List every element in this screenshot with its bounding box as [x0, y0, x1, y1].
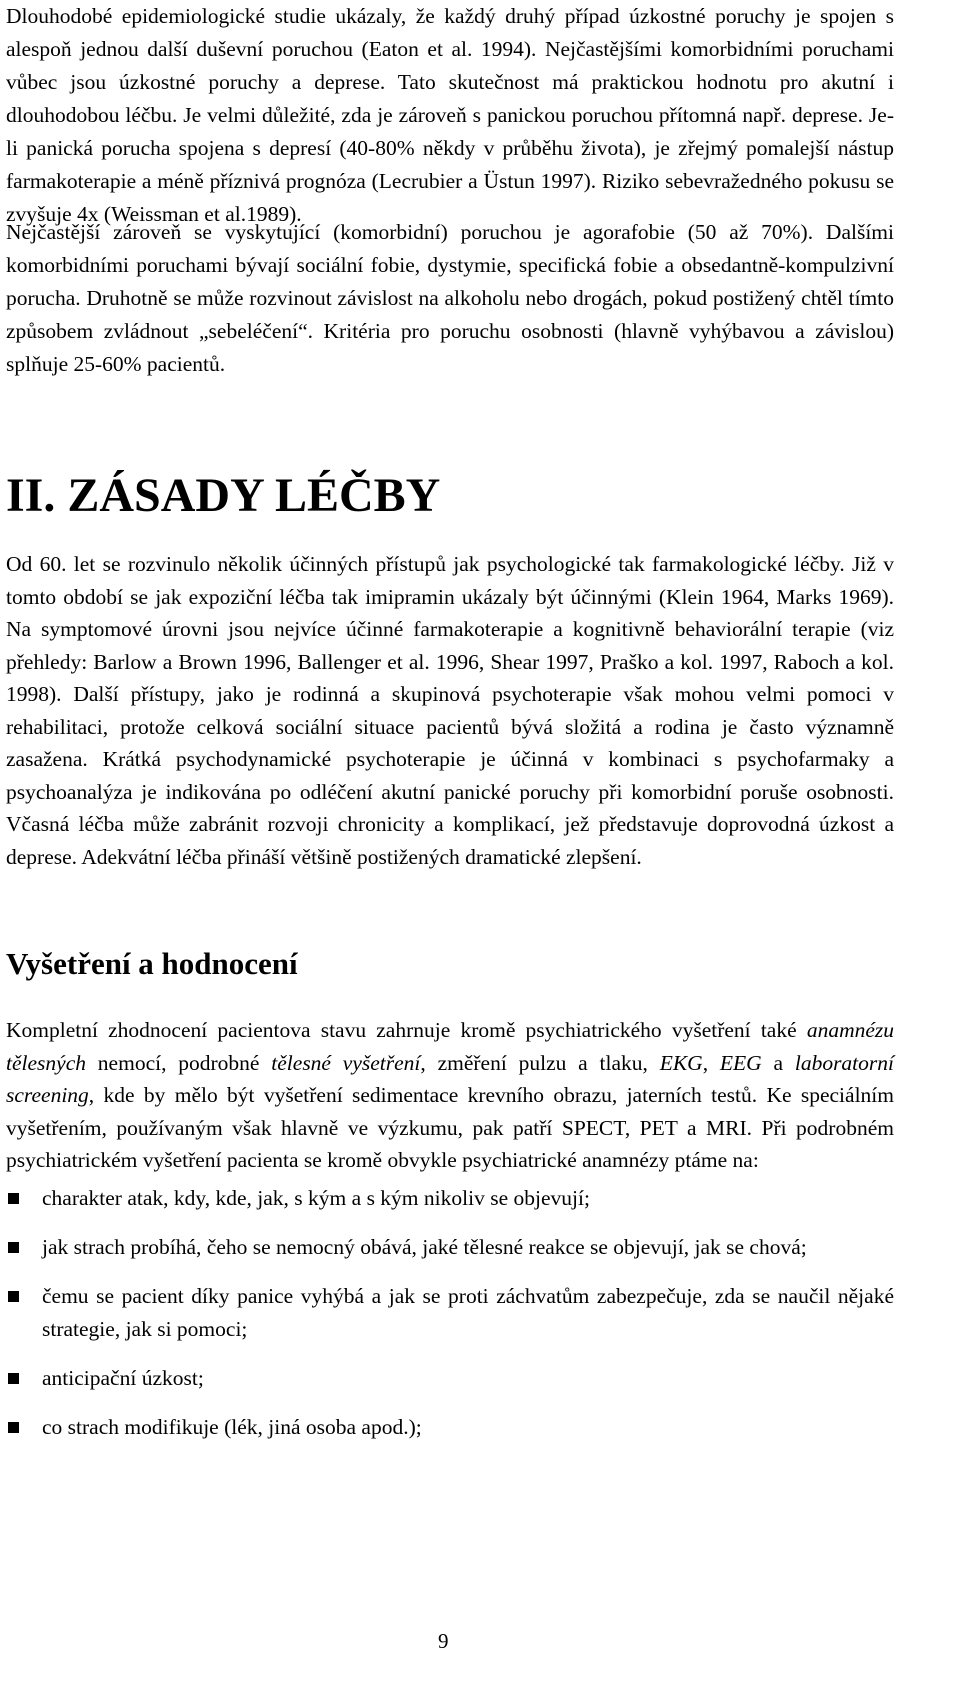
section-heading-treatment-principles: II. ZÁSADY LÉČBY	[6, 469, 441, 522]
square-bullet-icon	[8, 1291, 19, 1302]
italic-term: EKG	[659, 1050, 703, 1075]
paragraph-treatment-approaches: Od 60. let se rozvinulo několik účinných přístupů jak psychologické tak farmakologické léčby. Již v tomto období se jak expoziční léčba tak imipramin ukázaly být účinnými (Klein 1964, Marks 1969). Na symptomové úrovni jsou nejvíce účinné farmakoterapie a kognitivně behaviorální terapie (viz přehledy: Barlow a Brown 1996, Ballenger et al. 1996, Shear 1997, Praško a kol. 1997, Raboch a kol. 1998). Další přístupy, jako je rodinná a skupinová psychoterapie však mohou velmi pomoci v rehabilitaci, protože celková sociální situace pacientů bývá složitá a rodina je často významně zasažena. Krátká psychodynamické psychoterapie je účinná v kombinaci s psychofarmaky a psychoanalýza je indikována po odléčení akutní panické poruchy při komorbidní poruše osobnosti. Včasná léčba může zabránit rozvoji chronicity a komplikací, jež představuje doprovodná úzkost a deprese. Adekvátní léčba přináší většině postižených dramatické zlepšení.	[6, 552, 894, 869]
list-item-text: co strach modifikuje (lék, jiná osoba apod.);	[42, 1415, 422, 1439]
italic-term: anamnézu tělesných	[6, 1018, 894, 1075]
list-item	[6, 1411, 894, 1444]
paragraph-examination	[6, 1014, 894, 1177]
text-segment: , změření pulzu a tlaku,	[420, 1050, 660, 1075]
italic-term: EEG	[719, 1050, 762, 1075]
square-bullet-icon	[8, 1193, 19, 1204]
paragraph-agoraphobia: Nejčastější zároveň se vyskytující (komorbidní) poruchou je agorafobie (50 až 70%). Dalšími komorbidními poruchami bývají sociální fobie, dystymie, specifická fobie a obsedantně-kompulzivní porucha. Druhotně se může rozvinout závislost na alkoholu nebo drogách, pokud postižený chtěl tímto způsobem zvládnout „sebeléčení“. Kritéria pro poruchu osobnosti (hlavně vyhýbavou a závislou) splňuje 25-60% pacientů.	[6, 220, 894, 376]
list-item-text: anticipační úzkost;	[42, 1366, 204, 1390]
list-item	[6, 1362, 894, 1395]
list-item-text: jak strach probíhá, čeho se nemocný obává, jaké tělesné reakce se objevují, jak se chová;	[42, 1235, 807, 1259]
text-segment: a	[761, 1050, 795, 1075]
section-heading-examination: Vyšetření a hodnocení	[6, 946, 298, 981]
list-item	[6, 1231, 894, 1264]
text-segment: , kde by mělo být vyšetření sedimentace krevního obrazu, jaterních testů. Ke speciálním vyšetřením, používaným však hlavně ve výzkumu, pak patří SPECT, PET a MRI. Při podrobném psychiatrickém vyšetření pacienta se kromě obvykle psychiatrické anamnézy ptáme na:	[6, 1083, 894, 1172]
text-segment: nemocí, podrobné	[86, 1050, 272, 1075]
list-item-text: čemu se pacient díky panice vyhýbá a jak se proti záchvatům zabezpečuje, zda se naučil nějaké strategie, jak si pomoci;	[42, 1284, 894, 1341]
text-segment: ,	[702, 1050, 720, 1075]
italic-term: laboratorní screening	[6, 1050, 894, 1107]
list-item-text: charakter atak, kdy, kde, jak, s kým a s kým nikoliv se objevují;	[42, 1186, 590, 1210]
list-item	[6, 1182, 894, 1215]
square-bullet-icon	[8, 1373, 19, 1384]
square-bullet-icon	[8, 1242, 19, 1253]
text-segment: Kompletní zhodnocení pacientova stavu zahrnuje kromě psychiatrického vyšetření také	[6, 1018, 807, 1042]
italic-term: tělesné vyšetření	[271, 1050, 421, 1075]
paragraph-comorbidity: Dlouhodobé epidemiologické studie ukázaly, že každý druhý případ úzkostné poruchy je spojen s alespoň jednou další duševní poruchou (Eaton et al. 1994). Nejčastějšími komorbidními poruchami vůbec jsou úzkostné poruchy a deprese. Tato skutečnost má praktickou hodnotu pro akutní i dlouhodobou léčbu. Je velmi důležité, zda je zároveň s panickou poruchou přítomná např. deprese. Je-li panická porucha spojena s depresí (40-80% někdy v průběhu života), je zřejmý pomalejší nástup farmakoterapie a méně příznivá prognóza (Lecrubier a Üstun 1997). Riziko sebevražedného pokusu se zvyšuje 4x (Weissman et al.1989).	[6, 4, 894, 226]
list-item	[6, 1280, 894, 1346]
examination-question-list	[6, 1182, 894, 1460]
square-bullet-icon	[8, 1422, 19, 1433]
page-number: 9	[438, 1629, 449, 1653]
